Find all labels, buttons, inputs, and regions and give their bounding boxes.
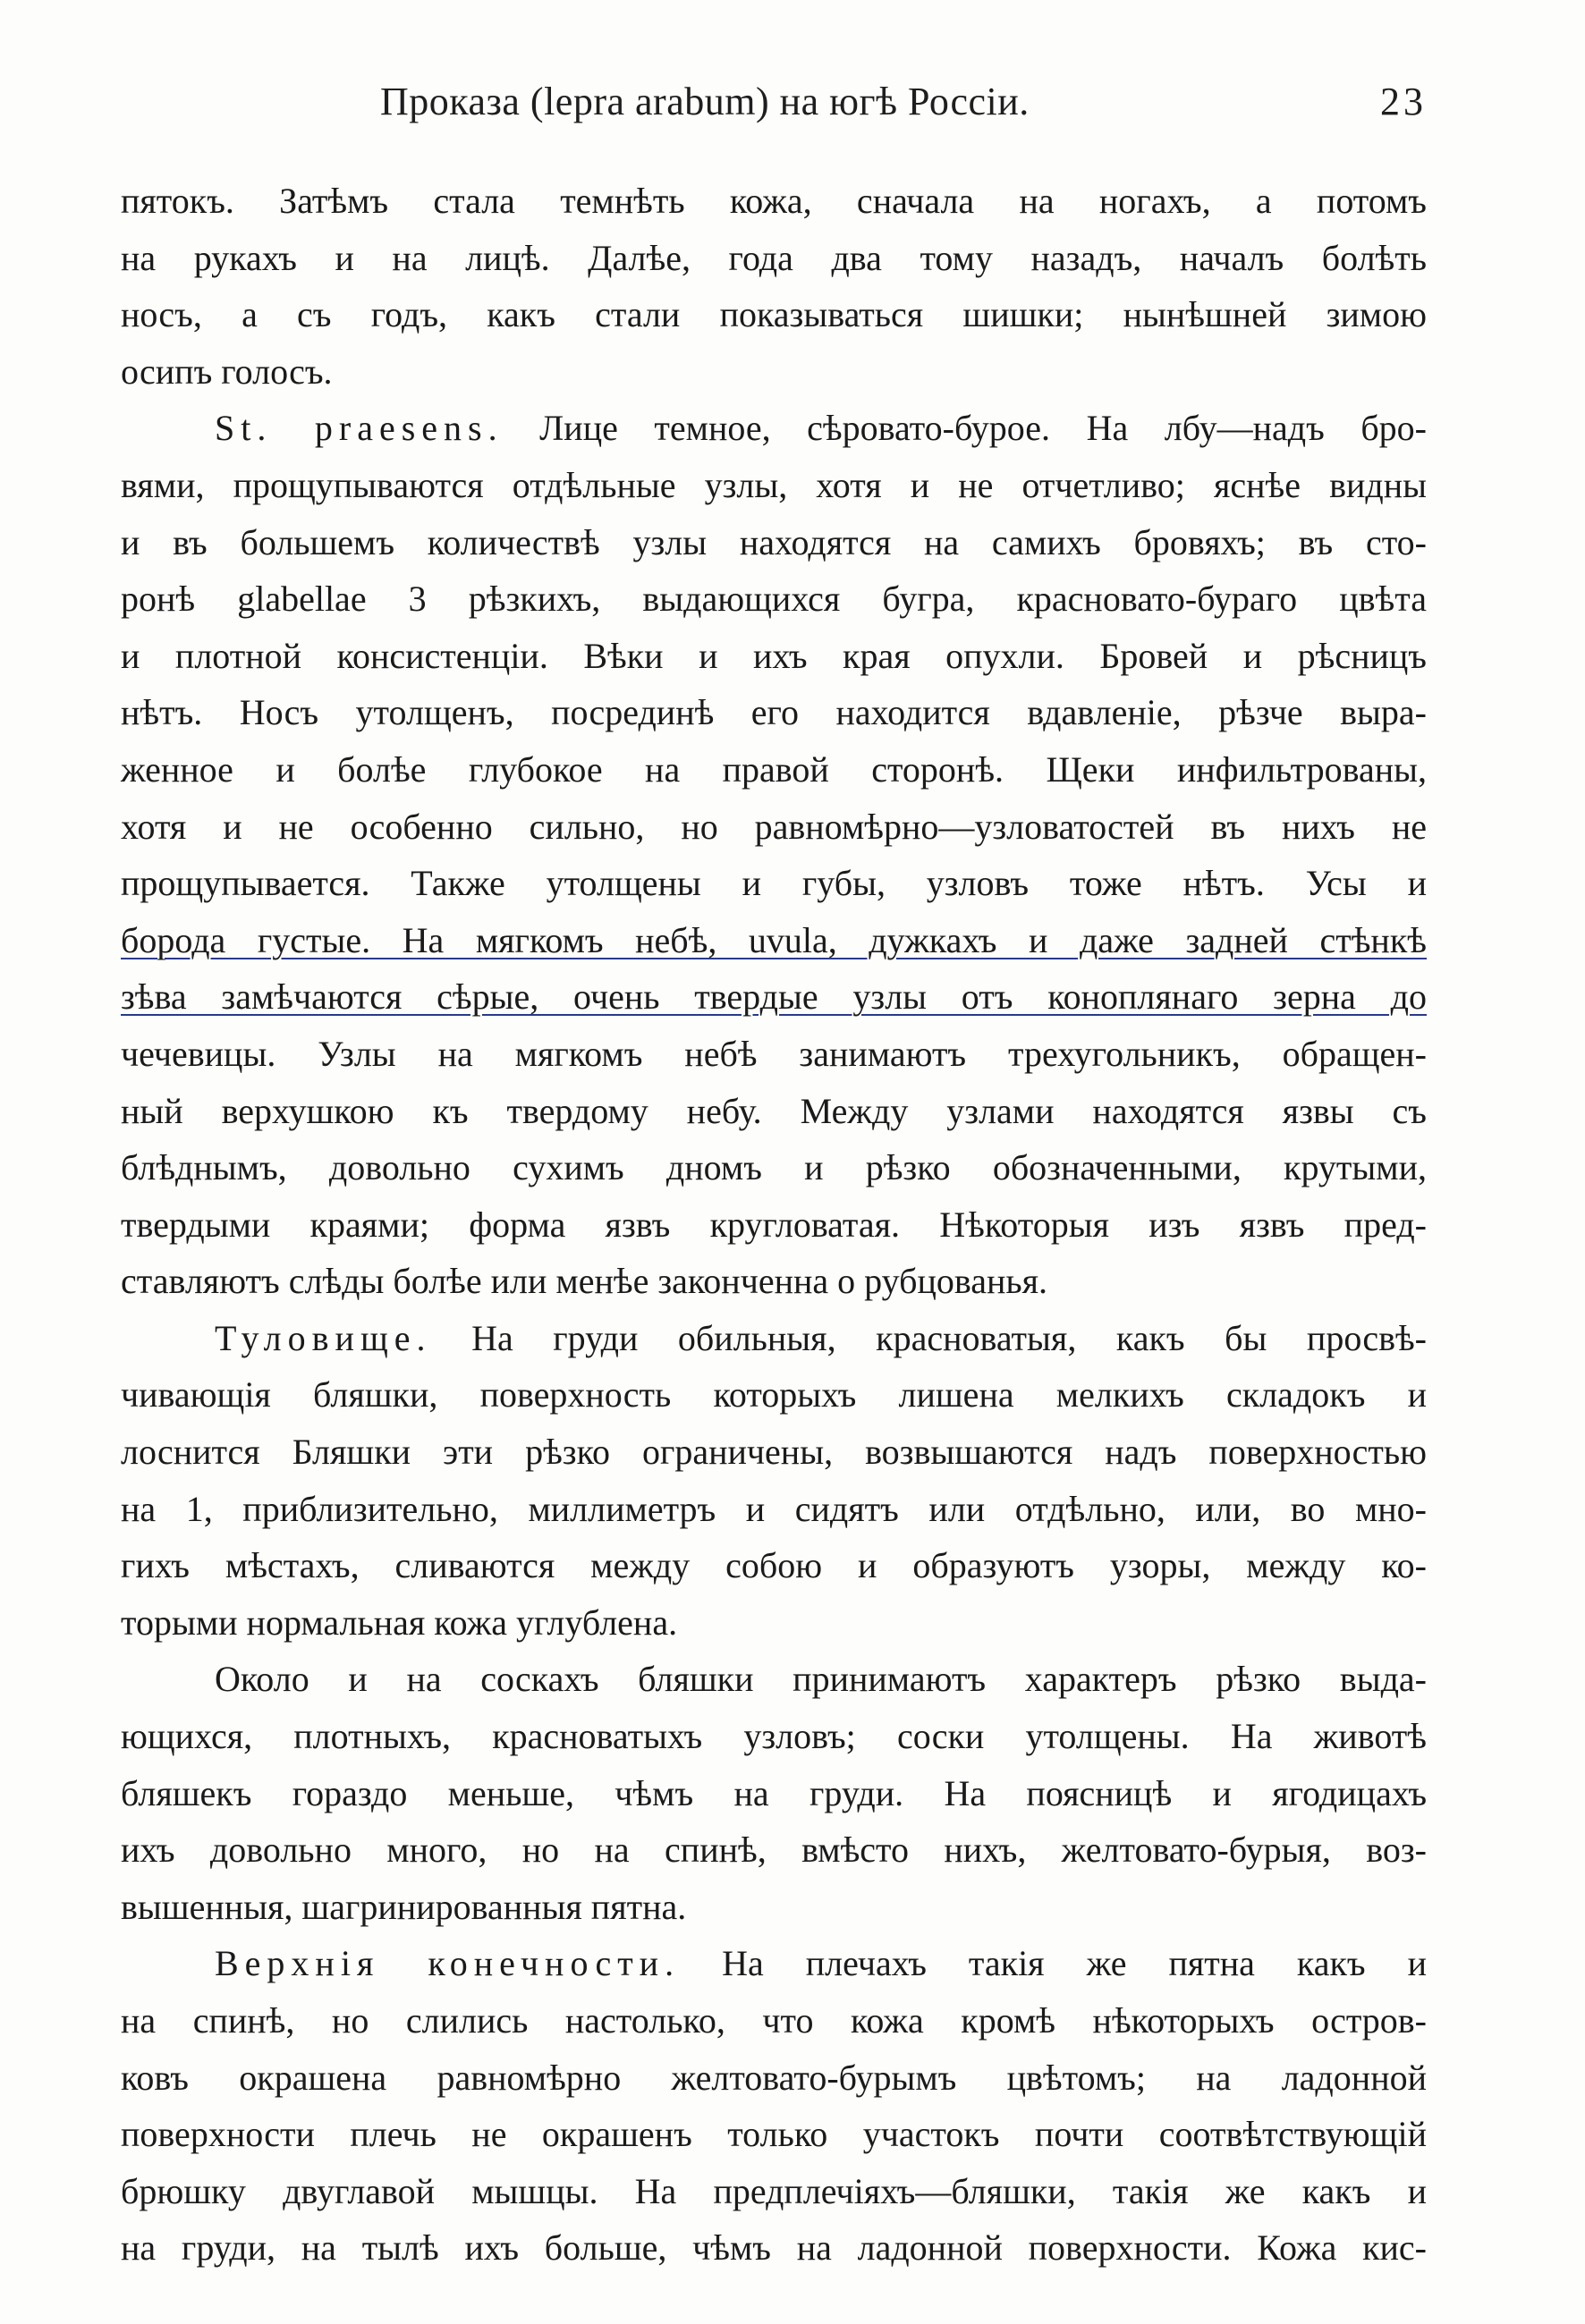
paragraph xyxy=(121,173,1427,400)
text-line: твердыми краями; форма язвъ кругловатая. Нѣкоторыя изъ язвъ пред- xyxy=(121,1204,1427,1245)
text-line-underlined: борода густые. На мягкомъ небѣ, uvula, дужкахъ и даже задней стѣнкѣ xyxy=(121,919,1427,960)
text-line: на 1, приблизительно, миллиметръ и сидятъ или отдѣльно, или, во мно- xyxy=(121,1488,1427,1529)
text-line: ющихся, плотныхъ, красноватыхъ узловъ; соски утолщены. На животѣ xyxy=(121,1716,1427,1757)
paragraph xyxy=(121,400,1427,1310)
text-line: на груди, на тылѣ ихъ больше, чѣмъ на ладонной поверхности. Кожа кис- xyxy=(121,2227,1427,2269)
text-line: Около и на соскахъ бляшки принимаютъ характеръ рѣзко выда- xyxy=(215,1659,1427,1700)
running-title: Проказа (lepra arabum) на югѣ Россіи. xyxy=(380,80,1030,123)
text-line: брюшку двуглавой мышцы. На предплечіяхъ—бляшки, такія же какъ и xyxy=(121,2170,1427,2211)
text-line: на спинѣ, но слились настолько, что кожа кромѣ нѣкоторыхъ остров- xyxy=(121,2000,1427,2041)
paragraph xyxy=(121,1935,1427,2277)
text-line: женное и болѣе глубокое на правой сторонѣ. Щеки инфильтрованы, xyxy=(121,748,1427,790)
text-line xyxy=(121,1935,1427,1992)
text-line: нѣтъ. Носъ утолщенъ, посрединѣ его находится вдавленіе, рѣзче выра- xyxy=(121,692,1427,733)
text-line-underlined: зѣва замѣчаются сѣрые, очень твердые узлы отъ коноплянаго зерна до xyxy=(121,976,1427,1018)
text-line: и въ большемъ количествѣ узлы находятся на самихъ бровяхъ; въ сто- xyxy=(121,521,1427,562)
text-line: торыми нормальная кожа углублена. xyxy=(121,1601,678,1643)
text-line: ронѣ glabellae 3 рѣзкихъ, выдающихся бугра, красновато-бураго цвѣта xyxy=(121,579,1427,620)
text-line: вями, прощупываются отдѣльные узлы, хотя и не отчетливо; яснѣе видны xyxy=(121,464,1427,505)
text-line xyxy=(121,400,1427,457)
text-line: гихъ мѣстахъ, сливаются между собою и образуютъ узоры, между ко- xyxy=(121,1545,1427,1586)
text-line-content: Лице темное, сѣровато-бурое. На лбу—надъ бро- xyxy=(539,408,1427,449)
text-line-content: На плечахъ такія же пятна какъ и xyxy=(722,1943,1428,1984)
text-line: хотя и не особенно сильно, но равномѣрно—узловатостей въ нихъ не xyxy=(121,806,1427,847)
text-line: ихъ довольно много, но на спинѣ, вмѣсто нихъ, желтовато-бурыя, воз- xyxy=(121,1830,1427,1871)
page-number: 23 xyxy=(1380,80,1427,123)
text-line: чивающія бляшки, поверхность которыхъ лишена мелкихъ складокъ и xyxy=(121,1374,1427,1416)
text-line: ставляютъ слѣды болѣе или менѣе законченна о рубцованья. xyxy=(121,1261,1048,1302)
text-line: прощупывается. Также утолщены и губы, узловъ тоже нѣтъ. Усы и xyxy=(121,863,1427,904)
text-line: вышенныя, шагринированныя пятна. xyxy=(121,1886,687,1927)
text-line: ный верхушкою къ твердому небу. Между узлами находятся язвы съ xyxy=(121,1090,1427,1131)
text-line: на рукахъ и на лицѣ. Далѣе, года два тому назадъ, началъ болѣть xyxy=(121,237,1427,278)
text-line: осипъ голосъ. xyxy=(121,351,333,392)
text-line: блѣднымъ, довольно сухимъ дномъ и рѣзко обозначенными, крутыми, xyxy=(121,1147,1427,1188)
body-text xyxy=(121,173,1427,2277)
section-lead: Верхнія конечности. xyxy=(215,1943,681,1984)
text-line: бляшекъ гораздо меньше, чѣмъ на груди. На поясницѣ и ягодицахъ xyxy=(121,1772,1427,1813)
text-line: пятокъ. Затѣмъ стала темнѣть кожа, сначала на ногахъ, а потомъ xyxy=(121,181,1427,221)
text-line: ковъ окрашена равномѣрно желтовато-бурымъ цвѣтомъ; на ладонной xyxy=(121,2057,1427,2098)
section-lead: Туловище. xyxy=(215,1317,432,1358)
paragraph xyxy=(121,1310,1427,1652)
text-line xyxy=(121,1310,1427,1367)
text-line: поверхности плечь не окрашенъ только участокъ почти соотвѣтствующій xyxy=(121,2114,1427,2155)
text-line: и плотной консистенціи. Вѣки и ихъ края опухли. Бровей и рѣсницъ xyxy=(121,635,1427,676)
paragraph xyxy=(121,1651,1427,1935)
page-header xyxy=(121,79,1427,132)
text-line: чечевицы. Узлы на мягкомъ небѣ занимаютъ трехугольникъ, обращен- xyxy=(121,1033,1427,1074)
text-line: носъ, а съ годъ, какъ стали показываться шишки; нынѣшней зимою xyxy=(121,294,1427,335)
section-lead: St. praesens. xyxy=(215,408,504,449)
text-line-content: На груди обильныя, красноватыя, какъ бы просвѣ- xyxy=(471,1317,1427,1358)
text-line: лоснится Бляшки эти рѣзко ограничены, возвышаются надъ поверхностью xyxy=(121,1432,1427,1473)
